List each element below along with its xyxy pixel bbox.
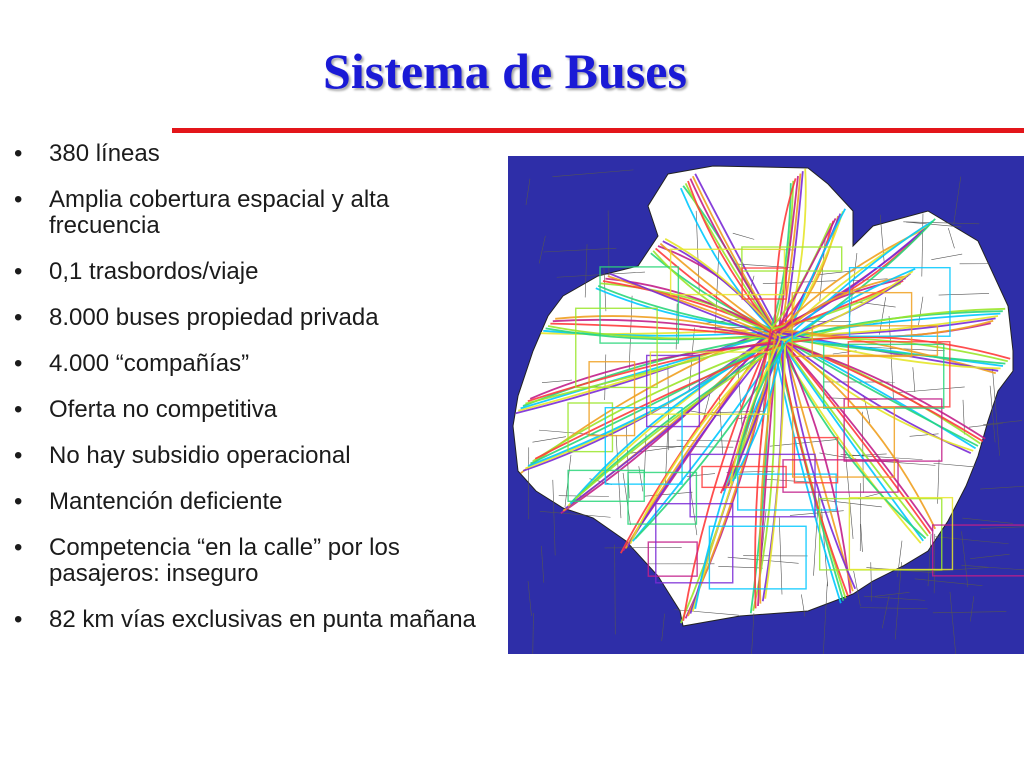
bullet-item (10, 259, 490, 285)
bullet-text: 4.000 “compañías” (49, 350, 250, 377)
bullet-text: Amplia cobertura espacial y alta frecuencia (49, 186, 390, 239)
bullet-glyph: • (14, 304, 23, 331)
bullet-glyph: • (14, 606, 23, 633)
bullet-list (10, 141, 490, 653)
bullet-item (10, 443, 490, 469)
bullet-glyph: • (14, 258, 23, 285)
bullet-item (10, 305, 490, 331)
bullet-glyph: • (14, 350, 23, 377)
bullet-item (10, 489, 490, 515)
bullet-text: Competencia “en la calle” por los pasajeros: inseguro (49, 534, 400, 587)
bullet-text: Mantención deficiente (49, 488, 283, 515)
bus-route-map-graphic (508, 156, 1024, 654)
bus-route-map (508, 156, 1024, 654)
bullet-item (10, 397, 490, 423)
bullet-item (10, 535, 490, 587)
bullet-glyph: • (14, 396, 23, 423)
bullet-text: 0,1 trasbordos/viaje (49, 258, 259, 285)
bullet-glyph: • (14, 140, 23, 167)
bullet-glyph: • (14, 534, 23, 561)
bullet-text: 8.000 buses propiedad privada (49, 304, 379, 331)
bullet-glyph: • (14, 488, 23, 515)
slide-title: Sistema de Buses (323, 43, 687, 99)
bullet-text: 380 líneas (49, 140, 160, 167)
bullet-item (10, 351, 490, 377)
bullet-glyph: • (14, 442, 23, 469)
bullet-text: No hay subsidio operacional (49, 442, 351, 469)
bullet-glyph: • (14, 186, 23, 213)
bullet-text: 82 km vías exclusivas en punta mañana (49, 606, 476, 633)
title-underline (172, 128, 1024, 133)
bullet-item (10, 607, 490, 633)
bullet-item (10, 141, 490, 167)
bullet-text: Oferta no competitiva (49, 396, 278, 423)
bullet-item (10, 187, 490, 239)
